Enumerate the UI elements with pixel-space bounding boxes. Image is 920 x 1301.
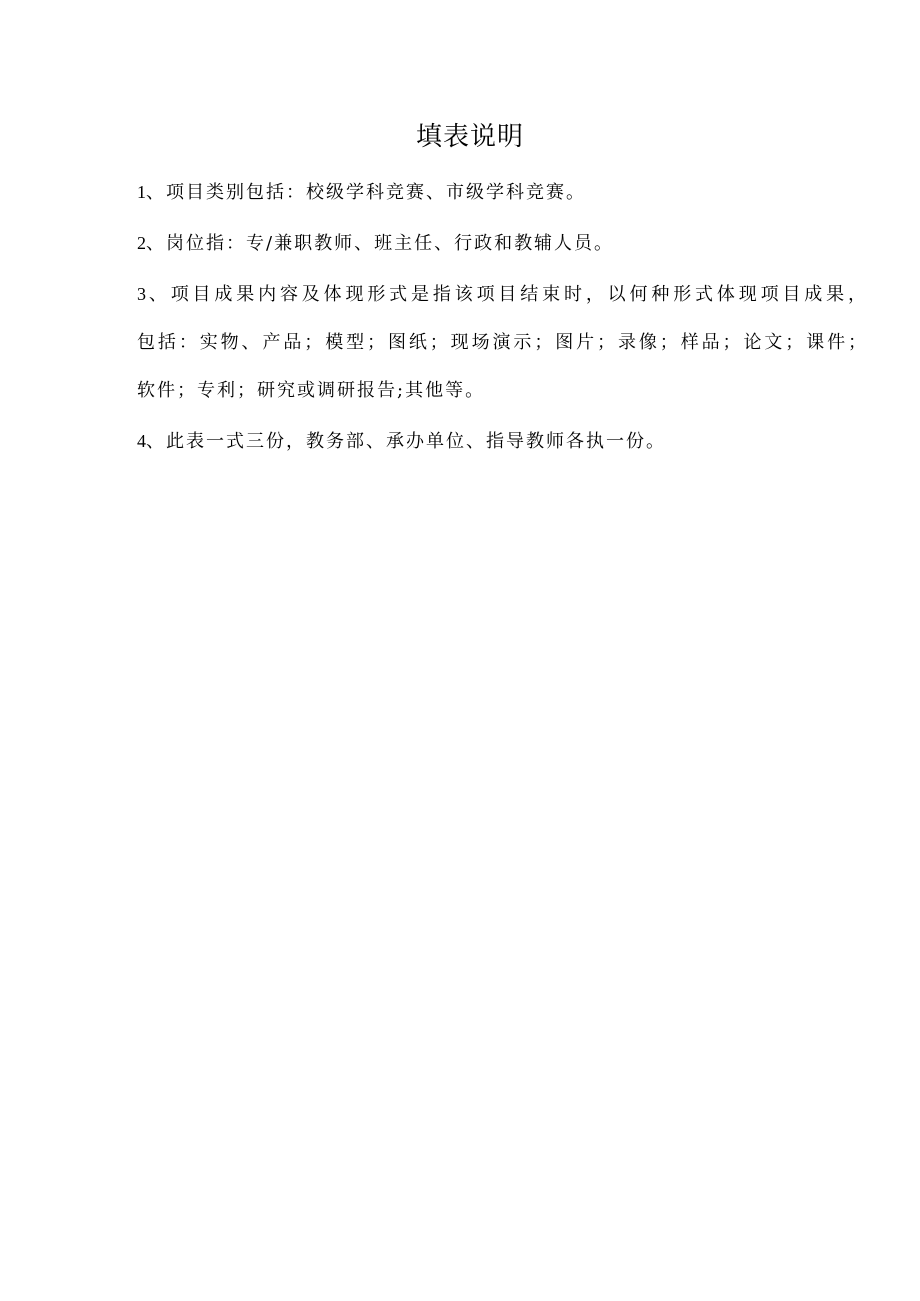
item-number: 2 bbox=[137, 233, 146, 253]
item-text: 、此表一式三份，教务部、承办单位、指导教师各执一份。 bbox=[146, 431, 666, 452]
item-text: 、项目类别包括：校级学科竞赛、市级学科竞赛。 bbox=[146, 182, 586, 203]
instructions-list bbox=[137, 168, 867, 468]
item-text: 、岗位指：专/兼职教师、班主任、行政和教辅人员。 bbox=[146, 233, 615, 254]
instruction-item-1 bbox=[137, 168, 867, 217]
item-number: 3 bbox=[137, 284, 146, 304]
instruction-item-2 bbox=[137, 219, 867, 268]
item-text: 、项目成果内容及体现形式是指该项目结束时，以何种形式体现项目成果， bbox=[146, 284, 867, 305]
item-line: 包括：实物、产品；模型；图纸；现场演示；图片；录像；样品；论文；课件； bbox=[137, 332, 867, 353]
item-number: 1 bbox=[137, 182, 146, 202]
instruction-item-4 bbox=[137, 417, 867, 466]
instruction-item-3 bbox=[137, 270, 867, 415]
item-line bbox=[137, 270, 867, 319]
page-title: 填表说明 bbox=[415, 122, 524, 152]
item-number: 4 bbox=[137, 431, 146, 451]
item-line: 软件；专利；研究或调研报告;其他等。 bbox=[137, 380, 486, 401]
